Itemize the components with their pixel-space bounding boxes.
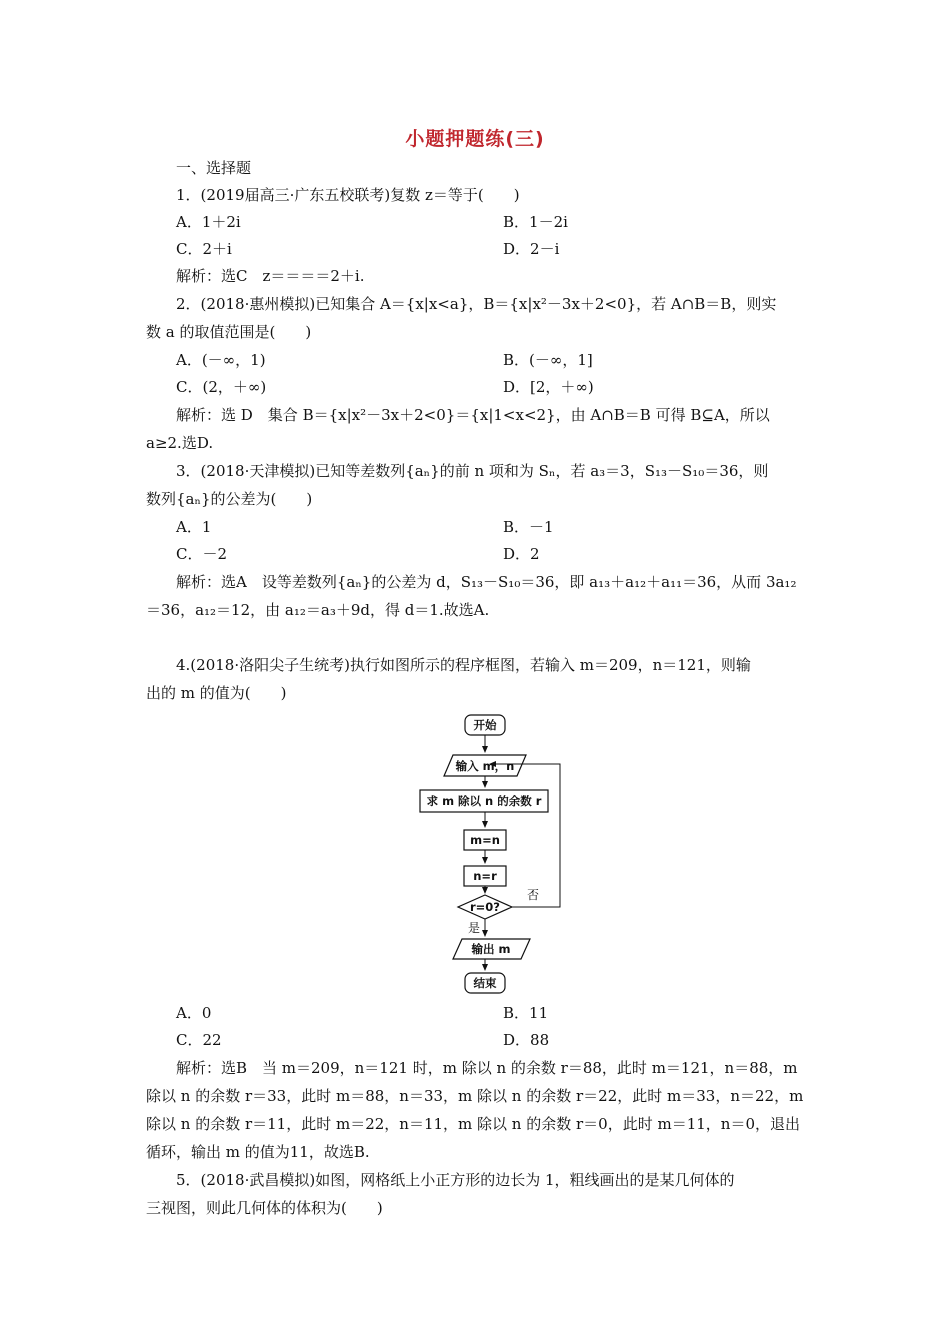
- flowchart-decision-label: r=0?: [470, 900, 500, 914]
- q3-option-c: C．－2: [176, 545, 228, 563]
- page-title: 小题押题练(三): [405, 128, 545, 150]
- q2-solution-line1: 解析：选 D 集合 B＝{x|x²－3x＋2<0}＝{x|1<x<2}，由 A∩B＝B 可得 B⊆A，所以: [176, 406, 770, 424]
- q3-solution-line1: 解析：选A 设等差数列{aₙ}的公差为 d，S₁₃－S₁₀＝36，即 a₁₃＋a₁₂＋a₁₁＝36，从而 3a₁₂: [176, 573, 797, 591]
- q1-option-b: B．1－2i: [503, 213, 568, 231]
- flowchart-assign-m-label: m=n: [470, 833, 500, 847]
- q1-option-d: D．2－i: [503, 240, 560, 258]
- q4-stem-line1: 4.(2018·洛阳尖子生统考)执行如图所示的程序框图，若输入 m＝209，n＝121，则输: [176, 656, 751, 674]
- flowchart-output-label: 输出 m: [471, 942, 511, 956]
- q1-option-c: C．2＋i: [176, 240, 232, 258]
- q4-solution-line2: 除以 n 的余数 r＝33，此时 m＝88，n＝33，m 除以 n 的余数 r＝22，此时 m＝33，n＝22，m: [146, 1087, 804, 1105]
- flowchart-input-label: 输入 m，n: [455, 759, 515, 773]
- flowchart-yes-label: 是: [468, 921, 481, 935]
- q5-stem-line1: 5．(2018·武昌模拟)如图，网格纸上小正方形的边长为 1，粗线画出的是某几何体的: [176, 1171, 735, 1189]
- q4-option-c: C．22: [176, 1031, 222, 1049]
- q3-option-a: A．1: [176, 518, 212, 536]
- flowchart-end-label: 结束: [473, 976, 497, 990]
- q3-stem-line2: 数列{aₙ}的公差为( ): [146, 490, 313, 508]
- q2-stem-line2: 数 a 的取值范围是( ): [146, 323, 312, 341]
- q5-stem-line2: 三视图，则此几何体的体积为( ): [146, 1199, 383, 1217]
- q4-solution-line1: 解析：选B 当 m＝209，n＝121 时，m 除以 n 的余数 r＝88，此时 m＝121，n＝88，m: [176, 1059, 798, 1077]
- flowchart-assign-n-label: n=r: [473, 869, 497, 883]
- q2-option-c: C．(2，＋∞): [176, 378, 267, 396]
- q3-stem-line1: 3．(2018·天津模拟)已知等差数列{aₙ}的前 n 项和为 Sₙ，若 a₃＝3，S₁₃－S₁₀＝36，则: [176, 462, 769, 480]
- section-heading: 一、选择题: [176, 159, 252, 177]
- q3-option-b: B．－1: [503, 518, 554, 536]
- q2-solution-line2: a≥2.选D.: [146, 434, 214, 452]
- q4-option-a: A．0: [176, 1004, 212, 1022]
- flowchart-process-label: 求 m 除以 n 的余数 r: [426, 794, 542, 808]
- q4-option-b: B．11: [503, 1004, 549, 1022]
- q1-stem: 1．(2019届高三·广东五校联考)复数 z＝等于( ): [176, 186, 520, 204]
- q1-solution: 解析：选C z＝＝＝＝2＋i.: [176, 267, 365, 285]
- q2-stem-line1: 2．(2018·惠州模拟)已知集合 A＝{x|x<a}，B＝{x|x²－3x＋2<0}，若 A∩B＝B，则实: [176, 295, 777, 313]
- q4-solution-line4: 循环，输出 m 的值为11，故选B.: [146, 1143, 370, 1161]
- flowchart-no-label: 否: [527, 888, 540, 902]
- q1-option-a: A．1＋2i: [176, 213, 241, 231]
- program-flowchart: [410, 710, 580, 1000]
- flowchart-start-label: 开始: [473, 718, 497, 732]
- q2-option-d: D．[2，＋∞): [503, 378, 594, 396]
- q2-option-b: B．(－∞，1]: [503, 351, 593, 369]
- q4-solution-line3: 除以 n 的余数 r＝11，此时 m＝22，n＝11，m 除以 n 的余数 r＝0，此时 m＝11，n＝0，退出: [146, 1115, 801, 1133]
- q3-solution-line2: ＝36，a₁₂＝12，由 a₁₂＝a₃＋9d，得 d＝1.故选A.: [146, 601, 490, 619]
- q3-option-d: D．2: [503, 545, 540, 563]
- q4-option-d: D．88: [503, 1031, 550, 1049]
- q2-option-a: A．(－∞，1): [176, 351, 266, 369]
- q4-stem-line2: 出的 m 的值为( ): [146, 684, 287, 702]
